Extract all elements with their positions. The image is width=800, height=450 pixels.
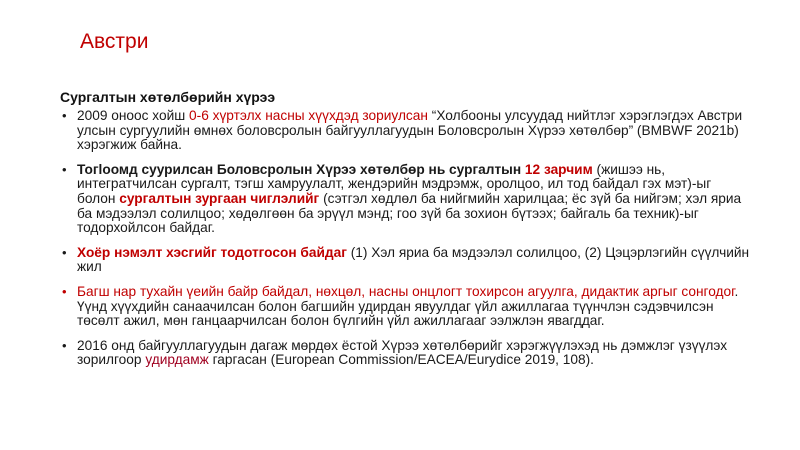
highlight-text: Хоёр нэмэлт хэсгийг тодотгосон байдаг — [77, 244, 347, 260]
bullet-item — [60, 163, 750, 236]
bullet-text: (жишээ нь, интегратчилсан сургалт, тэгш хамруулалт, жендэрийн мэдрэмж, оролцоо, ил тод байдал гэх мэт)-ыг болон — [77, 161, 712, 206]
bullet-dot-icon: • — [62, 283, 67, 299]
bullet-text: (1) Хэл яриа ба мэдээлэл солилцоо, (2) Цэцэрлэгийн сүүлчийн жил — [77, 244, 750, 275]
bullet-text: 2009 оноос хойш — [77, 108, 190, 123]
highlight-text: удирдамж — [145, 352, 209, 368]
bullet-dot-icon: • — [62, 161, 67, 177]
bullet-list — [60, 109, 750, 378]
bullet-text: гаргасан (European Commission/EACEA/Eurydice 2019, 108). — [208, 352, 594, 368]
section-heading: Сургалтын хөтөлбөрийн хүрээ — [60, 89, 276, 105]
bullet-item — [60, 339, 750, 368]
bullet-item — [60, 109, 750, 153]
bullet-text: “Холбооны улсуудад нийтлэг хэрэглэгдэх Австри улсын сургуулийн өмнөх боловсролын байгууллагуудын Боловсролын Хүрээ хөтөлбөр” (BMBWF 2021b) хэрэгжиж байна. — [77, 108, 743, 153]
bullet-text: . Үүнд хүүхдийн санаачилсан болон багшийн удирдан явуулдаг үйл ажиллагаа түүнчлэн сэдэвчилсэн төсөлт ажил, мөн ганцаарчилсан болон бүлгийн үйл ажиллагааг ээлжлэн явагддаг. — [77, 283, 739, 329]
highlight-text: 12 зарчим — [524, 161, 593, 177]
bullet-dot-icon: • — [62, 108, 67, 123]
bullet-item — [60, 246, 750, 275]
bullet-item — [60, 285, 750, 329]
bullet-dot-icon: • — [62, 244, 67, 260]
highlight-text: 0-6 хүртэлх насны хүүхдэд зориулсан — [189, 108, 428, 123]
bullet-text: (сэтгэл хөдлөл ба нийгмийн харилцаа; ёс зүй ба нийгэм; хэл яриа ба мэдээлэл солилцоо; хөдөлгөөн ба эрүүл мэнд; гоо зүй ба зохион бүтээх; байгаль ба техник)-ыг тодорхойлсон байдаг. — [77, 190, 742, 236]
slide-title: Австри — [80, 30, 149, 53]
highlight-text: Багш нар тухайн үеийн байр байдал, нөхцөл, насны онцлогт тохирсон агуулга, дидактик аргыг сонгодог — [77, 283, 735, 299]
highlight-text: сургалтын зургаан чиглэлийг — [119, 190, 320, 206]
bullet-dot-icon: • — [62, 337, 67, 353]
bullet-text: 2016 онд байгууллагуудын дагаж мөрдөх ёстой Хүрээ хөтөлбөрийг хэрэгжүүлэхэд нь дэмжлэг үзүүлэх зорилгоор — [77, 337, 728, 368]
bold-text: Тогloомд суурилсан Боловсролын Хүрээ хөтөлбөр нь сургалтын — [77, 161, 525, 177]
